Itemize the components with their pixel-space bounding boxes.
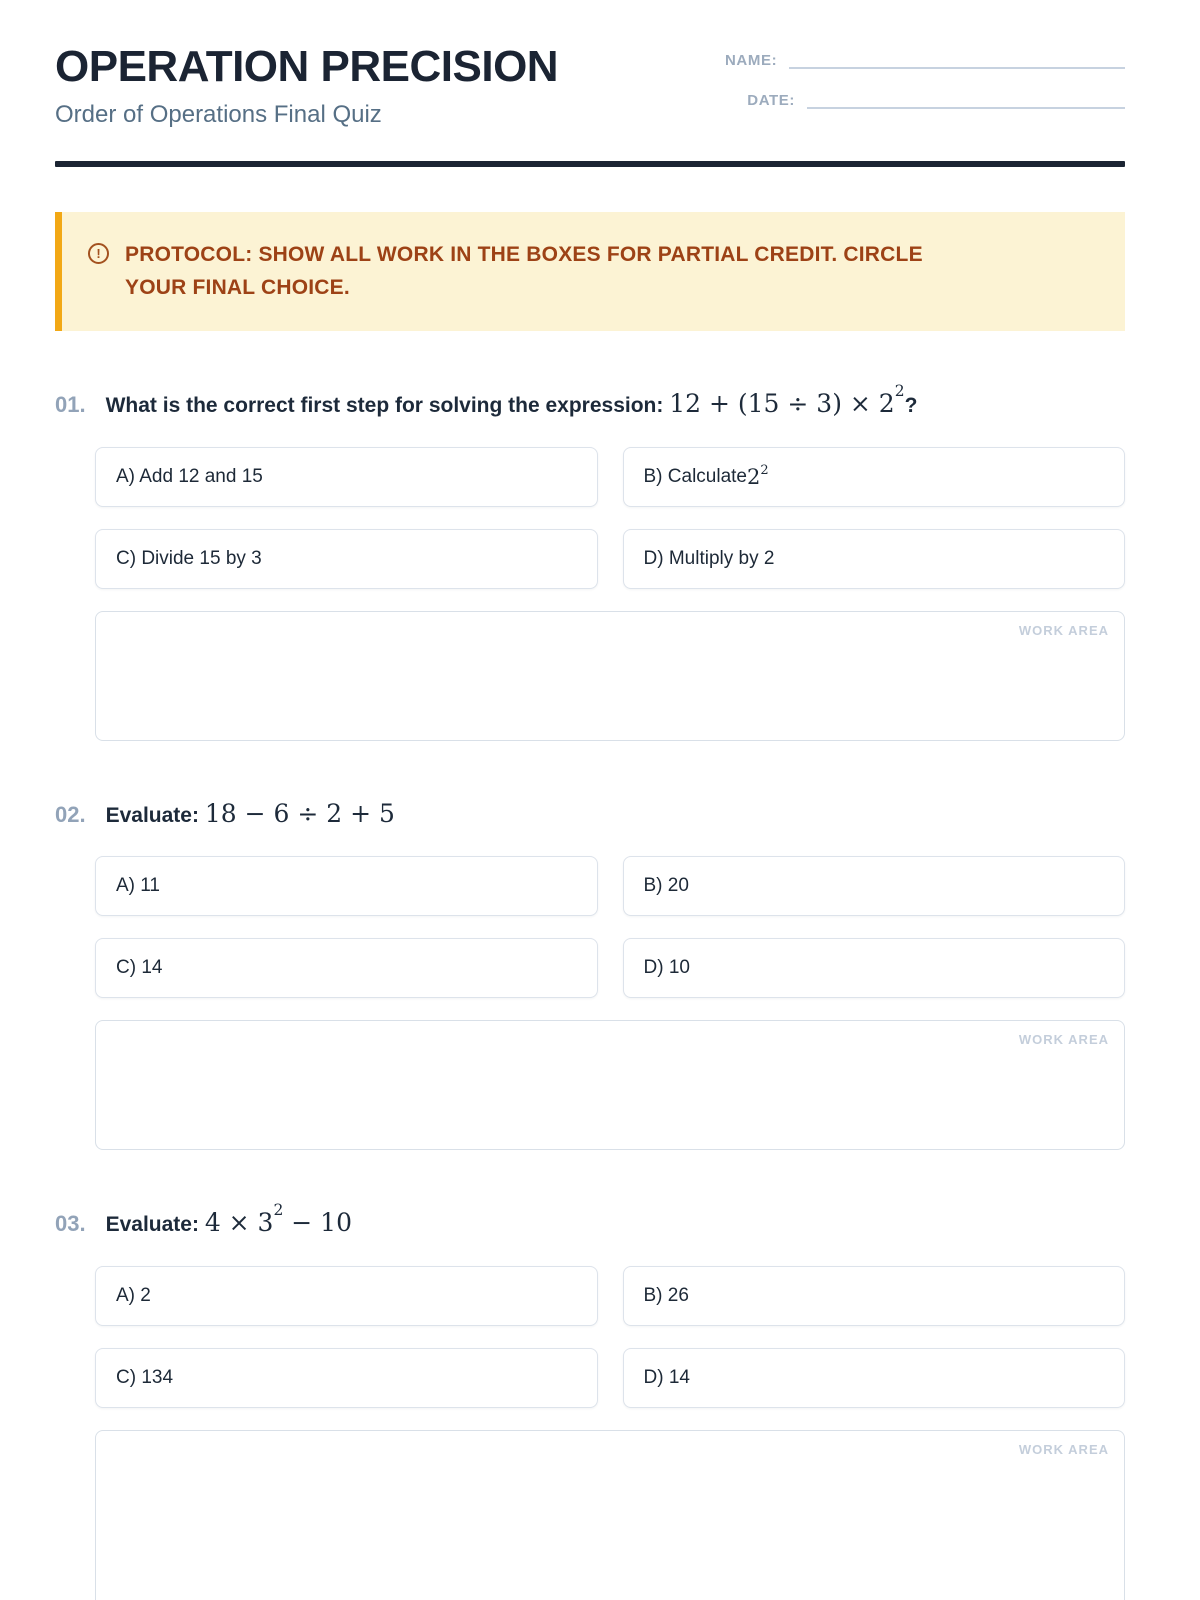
question-3 <box>55 1200 1125 1600</box>
work-area[interactable] <box>95 611 1125 741</box>
header <box>55 42 1125 131</box>
header-fields <box>725 45 1125 131</box>
question-2 <box>55 795 1125 1151</box>
option-text: B) 20 <box>643 875 689 897</box>
option-text: C) 14 <box>116 957 163 979</box>
option-d[interactable] <box>623 529 1126 589</box>
question-2-head <box>55 795 1125 833</box>
work-area[interactable] <box>95 1430 1125 1600</box>
header-divider <box>55 161 1125 167</box>
question-math: 18 − 6 ÷ 2 + 5 <box>204 798 395 828</box>
option-text: C) 134 <box>116 1366 174 1388</box>
name-field-row <box>725 51 1125 69</box>
work-area-label: WORK AREA <box>1018 1032 1109 1048</box>
option-a[interactable] <box>95 447 598 507</box>
question-prompt <box>105 1200 352 1242</box>
name-input-line[interactable] <box>789 51 1125 69</box>
question-prompt-text: What is the correct first step for solving the expression: <box>105 394 664 418</box>
question-1 <box>55 381 1125 741</box>
question-math: $12 + (15 \div 3) \times 2^2$ <box>669 381 905 419</box>
protocol-banner <box>55 212 1125 331</box>
option-a[interactable] <box>95 856 598 916</box>
question-math: $4 \times 3^2 - 10$ <box>204 1200 352 1238</box>
option-c[interactable] <box>95 1348 598 1408</box>
option-text: A) 11 <box>116 875 161 897</box>
page-title: OPERATION PRECISION <box>55 42 559 91</box>
option-a[interactable] <box>95 1266 598 1326</box>
option-c[interactable] <box>95 529 598 589</box>
protocol-text: PROTOCOL: SHOW ALL WORK IN THE BOXES FOR PARTIAL CREDIT. CIRCLE YOUR FINAL CHOICE. <box>125 243 923 299</box>
option-c[interactable] <box>95 938 598 998</box>
option-text: D) 10 <box>643 957 690 979</box>
option-b[interactable] <box>623 856 1126 916</box>
question-prompt-text: Evaluate: <box>105 803 199 827</box>
option-d[interactable] <box>623 1348 1126 1408</box>
question-number: 03. <box>55 1211 86 1237</box>
option-text: A) Add 12 and 15 <box>116 465 263 487</box>
option-b[interactable]: B) Calculate 2 $^2$ <box>623 447 1126 507</box>
alert-circle-icon: ! <box>88 243 109 264</box>
header-titles <box>55 42 559 129</box>
date-input-line[interactable] <box>807 91 1125 109</box>
date-field-row <box>725 91 1125 109</box>
question-1-options <box>95 447 1125 589</box>
question-number: 01. <box>55 392 86 418</box>
option-text: D) Multiply by 2 <box>643 547 775 569</box>
work-area[interactable] <box>95 1020 1125 1150</box>
question-3-head <box>55 1200 1125 1242</box>
question-prompt-text: Evaluate: <box>105 1213 199 1237</box>
option-d[interactable] <box>623 938 1126 998</box>
work-area-label: WORK AREA <box>1018 1441 1109 1457</box>
work-area-label: WORK AREA <box>1018 622 1109 638</box>
option-text: D) 14 <box>643 1366 690 1388</box>
option-text: B) 26 <box>643 1284 689 1306</box>
question-prompt <box>106 795 395 833</box>
date-label: DATE: <box>747 92 795 109</box>
question-suffix: ? <box>904 394 918 418</box>
option-b[interactable] <box>623 1266 1126 1326</box>
page-subtitle: Order of Operations Final Quiz <box>55 101 382 128</box>
option-text: B) Calculate <box>643 465 747 487</box>
question-number: 02. <box>55 801 86 827</box>
option-text: C) Divide 15 by 3 <box>116 547 262 569</box>
name-label: NAME: <box>725 52 778 69</box>
question-2-options <box>95 856 1125 998</box>
question-3-options <box>95 1266 1125 1408</box>
option-text: A) 2 <box>116 1284 151 1306</box>
question-1-head <box>55 381 1125 423</box>
question-prompt <box>105 381 918 423</box>
